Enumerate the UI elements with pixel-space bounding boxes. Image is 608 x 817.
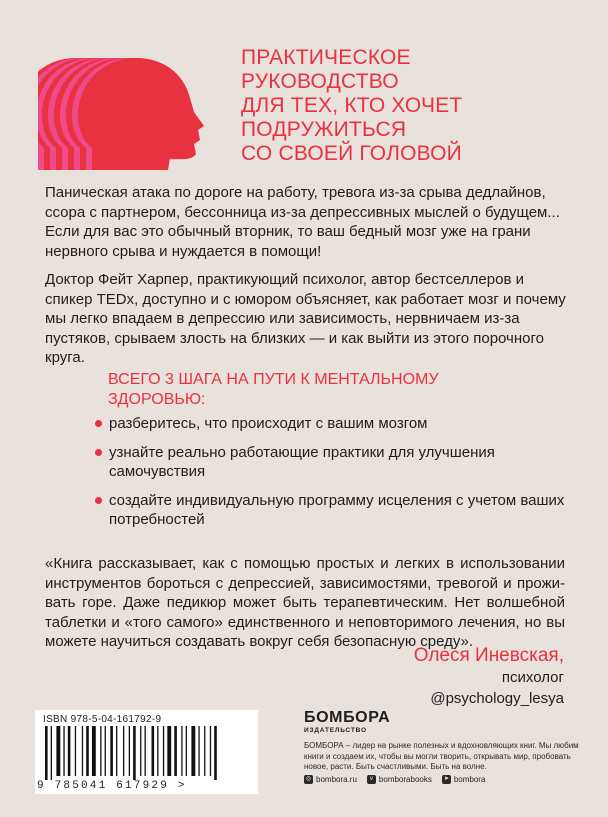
author-role: психолог	[501, 669, 564, 686]
barcode-bar	[86, 726, 89, 776]
barcode-bar	[152, 726, 155, 776]
tagline-line-2: РУКОВОДСТВО	[241, 70, 399, 93]
barcode-bar	[56, 726, 60, 776]
publisher-description: БОМБОРА – лидер на рынке полезных и вдохновляющих книг. Мы любим книги и создаем их, чтобы вы могли творить, открывать мир, пробовать новое, расти. Быть счастливыми. Быть на волне.	[304, 741, 579, 771]
barcode-bar	[51, 726, 52, 780]
vk-icon: v	[367, 775, 376, 784]
step-text: разберитесь, что происходит с вашим мозгом	[109, 415, 428, 432]
tagline-line-5: СО СВОЕЙ ГОЛОВОЙ	[241, 142, 462, 165]
barcode-bar	[174, 726, 177, 776]
barcode-bar	[198, 726, 199, 776]
tagline-line-4: ПОДРУЖИТЬСЯ	[241, 118, 407, 141]
social-link-website[interactable]	[304, 775, 357, 784]
barcode-bar	[75, 726, 76, 776]
publisher-socials	[304, 775, 485, 784]
description-paragraph-1: Паническая атака по дороге на работу, тревога из-за срыва дедлайнов, ссора с партнером, бессонница из-за депрессивных мыслей о будущем... Если для вас это обычный вторник, то ваш бедный мозг уже на грани нервного срыва и нуждается в помощи!	[45, 184, 560, 260]
bullet-dot-icon	[95, 420, 102, 427]
tagline-line-3: ДЛЯ ТЕХ, КТО ХОЧЕТ	[241, 94, 463, 117]
head-profiles-illustration	[38, 30, 228, 170]
barcode-bar	[145, 726, 146, 776]
barcode-bar	[133, 726, 136, 780]
barcode-bar	[68, 726, 71, 776]
description-paragraph-2: Доктор Фейт Харпер, практикующий психолог, автор бестселлеров и спикер TEDx, доступно и с юмором объясняет, как работает мозг и почему мы легко впадаем в депрессию или зависимость, нервничаем из-за пустяков, срываем злость на близких — и как выйти из этого порочного круга.	[45, 271, 566, 366]
barcode-bar	[116, 726, 117, 776]
step-item	[95, 414, 565, 434]
barcode-bar	[105, 726, 106, 776]
isbn-barcode	[35, 710, 258, 794]
barcode-bar	[163, 726, 164, 776]
step-text: узнайте реально работающие практики для улучшения самочувствия	[109, 443, 495, 480]
steps-title: ВСЕГО 3 ШАГА НА ПУТИ К МЕНТАЛЬНОМУ ЗДОРОВЬЮ:	[108, 371, 439, 408]
tagline	[241, 46, 581, 166]
step-item	[95, 491, 565, 530]
barcode-bar	[45, 726, 48, 780]
publisher-subtitle: ИЗДАТЕЛЬСТВО	[304, 727, 367, 734]
social-label: bombora.ru	[316, 775, 357, 784]
barcode-bar	[214, 726, 217, 780]
barcode-bar	[100, 726, 101, 776]
publisher-logo: БОМБОРА	[304, 709, 391, 726]
barcode-digits: 9 785041 617929 >	[37, 780, 187, 792]
bullet-dot-icon	[95, 497, 102, 504]
barcode-bar	[191, 726, 195, 776]
steps-list	[95, 414, 565, 539]
barcode-bar	[140, 726, 141, 776]
social-label: bombora	[453, 775, 486, 784]
review-quote: «Книга рассказывает, как с помощью простых и легких в использовании инструментов бороться с депрессией, зависимостями, тревогой и проживать горе. Даже педикюр может быть терапевтическим. Нет волшебной таблетки и «того самого» единственного и неповторимого лечения, но вы можете научиться создавать вокруг себя безопасную среду».	[45, 555, 565, 650]
step-text: создайте индивидуальную программу исцеления с учетом ваших потребностей	[109, 491, 565, 528]
head-profile-shape	[78, 58, 204, 170]
barcode-bar	[92, 726, 96, 776]
barcode-bar	[157, 726, 158, 776]
barcode-bar	[63, 726, 64, 776]
globe-icon: ◎	[305, 776, 312, 782]
barcode-bar	[210, 726, 211, 776]
bullet-dot-icon	[95, 449, 102, 456]
social-link-telegram[interactable]	[442, 775, 486, 784]
quote-author	[414, 645, 564, 709]
author-name: Олеся Иневская,	[413, 645, 564, 666]
social-link-vk[interactable]	[367, 775, 432, 784]
barcode-bars	[41, 726, 253, 780]
isbn-label: ISBN 978-5-04-161792-9	[43, 714, 162, 725]
barcode-bar	[186, 726, 187, 776]
author-handle: @psychology_lesya	[430, 690, 564, 707]
social-label: bomborabooks	[378, 775, 432, 784]
telegram-icon: ➤	[443, 776, 449, 782]
barcode-bar	[181, 726, 182, 776]
tagline-line-1: ПРАКТИЧЕСКОЕ	[241, 46, 411, 69]
barcode-bar	[82, 726, 83, 776]
barcode-bar	[110, 726, 113, 776]
step-item	[95, 443, 565, 482]
barcode-bar	[123, 726, 124, 776]
barcode-bar	[167, 726, 171, 776]
barcode-bar	[129, 726, 130, 776]
barcode-bar	[204, 726, 205, 776]
